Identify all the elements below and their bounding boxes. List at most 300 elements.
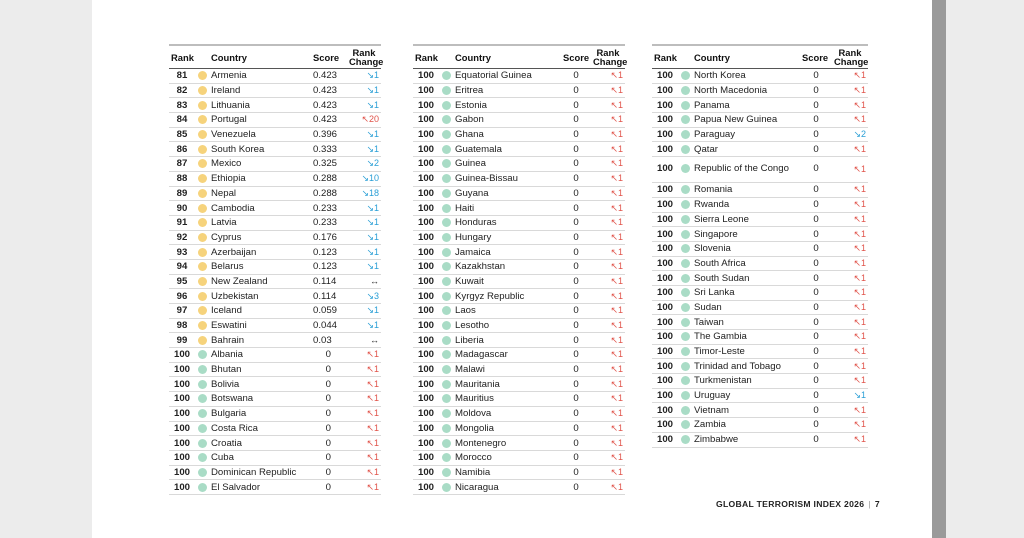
region-dot-icon [681,185,690,194]
rank-change-cell: ↖1 [347,362,381,377]
footer-separator: | [868,499,871,509]
score-cell: 0 [800,432,832,447]
rank-change-cell: ↘2 [832,127,868,142]
region-dot-icon [681,376,690,385]
score-cell: 0 [561,201,591,216]
table-row [169,333,381,348]
table-row [413,465,625,480]
rank-cell: 100 [413,259,439,274]
rank-cell: 100 [652,374,678,389]
rank-cell: 100 [413,142,439,157]
header-rank: Rank [413,45,439,69]
region-dot-icon [198,174,207,183]
region-dot-icon [442,248,451,257]
region-marker-cell [678,300,692,315]
rank-change-cell: ↘1 [347,259,381,274]
rank-cell: 100 [169,392,195,407]
region-marker-cell [439,245,453,260]
country-cell: Slovenia [692,241,800,256]
region-dot-icon [442,453,451,462]
region-marker-cell [439,201,453,216]
rank-cell: 100 [652,330,678,345]
rank-change-cell: ↖1 [832,227,868,242]
country-cell: Mauritius [453,392,561,407]
rank-change-cell: ↖1 [591,171,625,186]
region-dot-icon [442,101,451,110]
country-cell: North Macedonia [692,83,800,98]
table-row [413,436,625,451]
score-cell: 0.03 [311,333,347,348]
rank-cell: 98 [169,318,195,333]
rank-change-cell: ↖1 [832,241,868,256]
region-dot-icon [442,86,451,95]
table-row [652,344,868,359]
score-cell: 0 [561,215,591,230]
country-cell: Botswana [209,392,311,407]
rank-cell: 100 [413,436,439,451]
region-marker-cell [678,69,692,84]
region-dot-icon [198,409,207,418]
table-row [652,330,868,345]
region-marker-cell [439,289,453,304]
region-dot-icon [681,101,690,110]
rank-cell: 100 [413,274,439,289]
rank-table-header [169,45,384,69]
rank-cell: 100 [652,344,678,359]
rank-change-cell: ↖1 [591,450,625,465]
country-cell: Eswatini [209,318,311,333]
table-row [652,113,868,128]
rank-cell: 84 [169,113,195,128]
table-row [652,212,868,227]
region-dot-icon [681,200,690,209]
score-cell: 0 [800,285,832,300]
rank-cell: 100 [652,271,678,286]
score-cell: 0 [800,256,832,271]
score-cell: 0 [311,406,347,421]
country-cell: Republic of the Congo [692,157,800,183]
region-dot-icon [442,365,451,374]
region-marker-cell [678,256,692,271]
country-cell: Panama [692,98,800,113]
score-cell: 0.044 [311,318,347,333]
region-marker-cell [439,230,453,245]
score-cell: 0.233 [311,201,347,216]
rank-cell: 83 [169,98,195,113]
table-row [413,113,625,128]
table-row [413,215,625,230]
region-dot-icon [442,321,451,330]
country-cell: Dominican Republic [209,465,311,480]
rank-change-cell: ↖1 [591,69,625,84]
country-cell: Bhutan [209,362,311,377]
rank-cell: 100 [169,436,195,451]
region-marker-cell [678,127,692,142]
table-row [169,230,381,245]
score-cell: 0 [561,171,591,186]
country-cell: Nepal [209,186,311,201]
region-dot-icon [198,71,207,80]
region-dot-icon [198,365,207,374]
rank-change-cell: ↔ [347,333,381,348]
score-cell: 0 [561,69,591,84]
score-cell: 0 [561,304,591,319]
region-marker-cell [678,315,692,330]
region-marker-cell [678,241,692,256]
country-cell: Kuwait [453,274,561,289]
country-cell: Paraguay [692,127,800,142]
rank-cell: 100 [413,348,439,363]
score-cell: 0 [561,157,591,172]
header-rank-change-line2: Change [349,56,384,67]
region-dot-icon [198,439,207,448]
table-row [413,304,625,319]
table-row [169,377,381,392]
score-cell: 0 [561,98,591,113]
region-dot-icon [198,483,207,492]
region-marker-cell [439,83,453,98]
region-marker-cell [195,113,209,128]
rank-cell: 99 [169,333,195,348]
region-marker-cell [439,421,453,436]
rank-change-cell: ↖1 [591,127,625,142]
rank-cell: 100 [652,285,678,300]
score-cell: 0.325 [311,157,347,172]
score-cell: 0.123 [311,245,347,260]
region-marker-cell [195,450,209,465]
country-cell: Madagascar [453,348,561,363]
table-row [169,274,381,289]
table-row [413,83,625,98]
score-cell: 0 [561,421,591,436]
table-row [413,362,625,377]
region-marker-cell [439,348,453,363]
region-marker-cell [678,330,692,345]
table-row [652,183,868,198]
rank-change-cell: ↖1 [591,201,625,216]
region-marker-cell [678,197,692,212]
country-cell: Mongolia [453,421,561,436]
page-footer [716,499,880,509]
region-marker-cell [439,406,453,421]
score-cell: 0 [561,450,591,465]
rank-change-cell: ↖1 [591,436,625,451]
region-marker-cell [195,406,209,421]
score-cell: 0.288 [311,171,347,186]
score-cell: 0 [800,359,832,374]
rank-change-cell: ↖1 [347,406,381,421]
rank-cell: 87 [169,157,195,172]
region-marker-cell [678,432,692,447]
region-marker-cell [439,304,453,319]
rank-cell: 100 [652,113,678,128]
rank-change-cell: ↖1 [832,374,868,389]
rank-change-cell: ↖1 [591,83,625,98]
country-cell: Armenia [209,69,311,84]
rank-cell: 100 [652,212,678,227]
score-cell: 0 [800,212,832,227]
rank-table-3 [652,44,868,448]
rank-change-cell: ↘1 [347,127,381,142]
rank-cell: 97 [169,304,195,319]
rank-table-header [413,45,628,69]
table-row [652,197,868,212]
score-cell: 0 [311,421,347,436]
rank-cell: 100 [413,318,439,333]
rank-cell: 100 [413,215,439,230]
country-cell: Montenegro [453,436,561,451]
region-marker-cell [195,333,209,348]
country-cell: Laos [453,304,561,319]
rank-cell: 100 [169,480,195,495]
region-dot-icon [442,350,451,359]
score-cell: 0.423 [311,98,347,113]
region-marker-cell [195,304,209,319]
rank-table-2 [413,44,628,495]
left-margin [0,0,92,538]
region-marker-cell [439,465,453,480]
region-marker-cell [439,362,453,377]
rank-change-cell: ↘18 [347,186,381,201]
score-cell: 0 [800,330,832,345]
score-cell: 0 [800,300,832,315]
country-cell: Ireland [209,83,311,98]
table-row [652,271,868,286]
rank-table-1 [169,44,384,495]
scroll-strip [932,0,946,538]
region-marker-cell [678,227,692,242]
country-cell: The Gambia [692,330,800,345]
region-dot-icon [198,336,207,345]
score-cell: 0.176 [311,230,347,245]
table-row [652,227,868,242]
region-dot-icon [442,424,451,433]
rank-change-cell: ↖1 [832,83,868,98]
country-cell: Honduras [453,215,561,230]
score-cell: 0 [311,465,347,480]
region-marker-cell [195,421,209,436]
region-marker-cell [195,318,209,333]
table-row [652,388,868,403]
rank-change-cell: ↖1 [832,98,868,113]
rank-change-cell: ↘2 [347,157,381,172]
region-marker-cell [678,418,692,433]
score-cell: 0 [311,392,347,407]
score-cell: 0.114 [311,274,347,289]
country-cell: Malawi [453,362,561,377]
rank-cell: 85 [169,127,195,142]
table-row [413,348,625,363]
country-cell: Mexico [209,157,311,172]
rank-cell: 100 [413,421,439,436]
rank-change-cell: ↖1 [832,315,868,330]
score-cell: 0 [800,374,832,389]
table-row [652,300,868,315]
country-cell: Timor-Leste [692,344,800,359]
country-cell: Liberia [453,333,561,348]
region-dot-icon [681,332,690,341]
table-row [413,171,625,186]
region-marker-cell [439,69,453,84]
header-rank-change-line1: Rank [352,47,376,58]
rank-cell: 100 [413,157,439,172]
region-marker-cell [195,465,209,480]
document-page [92,0,932,538]
table-row [413,201,625,216]
score-cell: 0 [561,142,591,157]
score-cell: 0.288 [311,186,347,201]
country-cell: Iceland [209,304,311,319]
header-spacer [678,45,692,69]
rank-change-cell: ↘10 [347,171,381,186]
score-cell: 0 [561,230,591,245]
table-row [169,450,381,465]
score-cell: 0 [311,348,347,363]
country-cell: Bolivia [209,377,311,392]
region-dot-icon [681,86,690,95]
score-cell: 0 [800,241,832,256]
rank-change-cell: ↖1 [832,212,868,227]
country-cell: Nicaragua [453,480,561,495]
rank-change-cell: ↘1 [832,388,868,403]
table-row [169,69,381,84]
region-dot-icon [442,174,451,183]
header-country: Country [453,45,561,69]
country-cell: New Zealand [209,274,311,289]
header-spacer [439,45,453,69]
country-cell: Uzbekistan [209,289,311,304]
rank-change-cell: ↖1 [832,359,868,374]
table-row [169,362,381,377]
header-rank: Rank [169,45,195,69]
region-marker-cell [439,392,453,407]
table-row [652,241,868,256]
score-cell: 0 [800,197,832,212]
region-dot-icon [198,130,207,139]
table-row [169,289,381,304]
score-cell: 0 [561,377,591,392]
region-marker-cell [678,359,692,374]
region-marker-cell [439,113,453,128]
rank-cell: 100 [169,406,195,421]
table-row [169,436,381,451]
header-rank-change [347,45,384,69]
header-country: Country [692,45,800,69]
region-dot-icon [681,391,690,400]
region-marker-cell [439,274,453,289]
table-row [652,403,868,418]
rank-cell: 100 [652,157,678,183]
region-dot-icon [681,406,690,415]
rank-cell: 86 [169,142,195,157]
table-row [413,245,625,260]
rank-change-cell: ↖1 [347,348,381,363]
country-cell: North Korea [692,69,800,84]
country-cell: Guinea [453,157,561,172]
region-dot-icon [442,145,451,154]
region-dot-icon [681,347,690,356]
table-row [413,186,625,201]
rank-cell: 100 [169,450,195,465]
region-dot-icon [442,262,451,271]
table-row [652,418,868,433]
rank-cell: 100 [652,300,678,315]
region-dot-icon [442,336,451,345]
country-cell: Bahrain [209,333,311,348]
rank-change-cell: ↘1 [347,69,381,84]
table-row [413,392,625,407]
rank-change-cell: ↖1 [832,113,868,128]
country-cell: Guinea-Bissau [453,171,561,186]
region-marker-cell [195,186,209,201]
rank-change-cell: ↖1 [591,186,625,201]
rank-cell: 100 [169,421,195,436]
rank-change-cell: ↖1 [591,98,625,113]
region-dot-icon [442,380,451,389]
rank-change-cell: ↘1 [347,201,381,216]
region-dot-icon [442,189,451,198]
rank-change-cell: ↘1 [347,215,381,230]
header-score: Score [311,45,347,69]
region-dot-icon [198,145,207,154]
score-cell: 0 [311,436,347,451]
region-marker-cell [195,83,209,98]
score-cell: 0 [311,450,347,465]
table-row [169,392,381,407]
rank-cell: 100 [652,83,678,98]
region-dot-icon [442,218,451,227]
region-marker-cell [195,201,209,216]
country-cell: Sierra Leone [692,212,800,227]
table-row [413,450,625,465]
region-marker-cell [195,69,209,84]
country-cell: Jamaica [453,245,561,260]
rank-cell: 100 [652,69,678,84]
rank-change-cell: ↖1 [591,245,625,260]
score-cell: 0 [311,377,347,392]
table-row [169,318,381,333]
region-dot-icon [198,218,207,227]
table-row [169,421,381,436]
score-cell: 0 [561,480,591,495]
rank-change-cell: ↖1 [591,362,625,377]
rank-cell: 100 [652,241,678,256]
score-cell: 0 [561,406,591,421]
score-cell: 0 [561,436,591,451]
region-dot-icon [442,204,451,213]
score-cell: 0 [800,315,832,330]
rank-cell: 100 [413,171,439,186]
score-cell: 0 [561,274,591,289]
rank-cell: 100 [413,392,439,407]
country-cell: Azerbaijan [209,245,311,260]
score-cell: 0 [800,157,832,183]
country-cell: Latvia [209,215,311,230]
rank-change-cell: ↖1 [591,421,625,436]
region-dot-icon [681,259,690,268]
rank-cell: 100 [413,450,439,465]
region-marker-cell [195,274,209,289]
table-row [652,83,868,98]
region-dot-icon [198,277,207,286]
region-dot-icon [198,292,207,301]
region-marker-cell [195,289,209,304]
country-cell: Lesotho [453,318,561,333]
rank-cell: 93 [169,245,195,260]
header-rank-change [832,45,868,69]
rank-change-cell: ↖1 [832,344,868,359]
region-marker-cell [678,271,692,286]
